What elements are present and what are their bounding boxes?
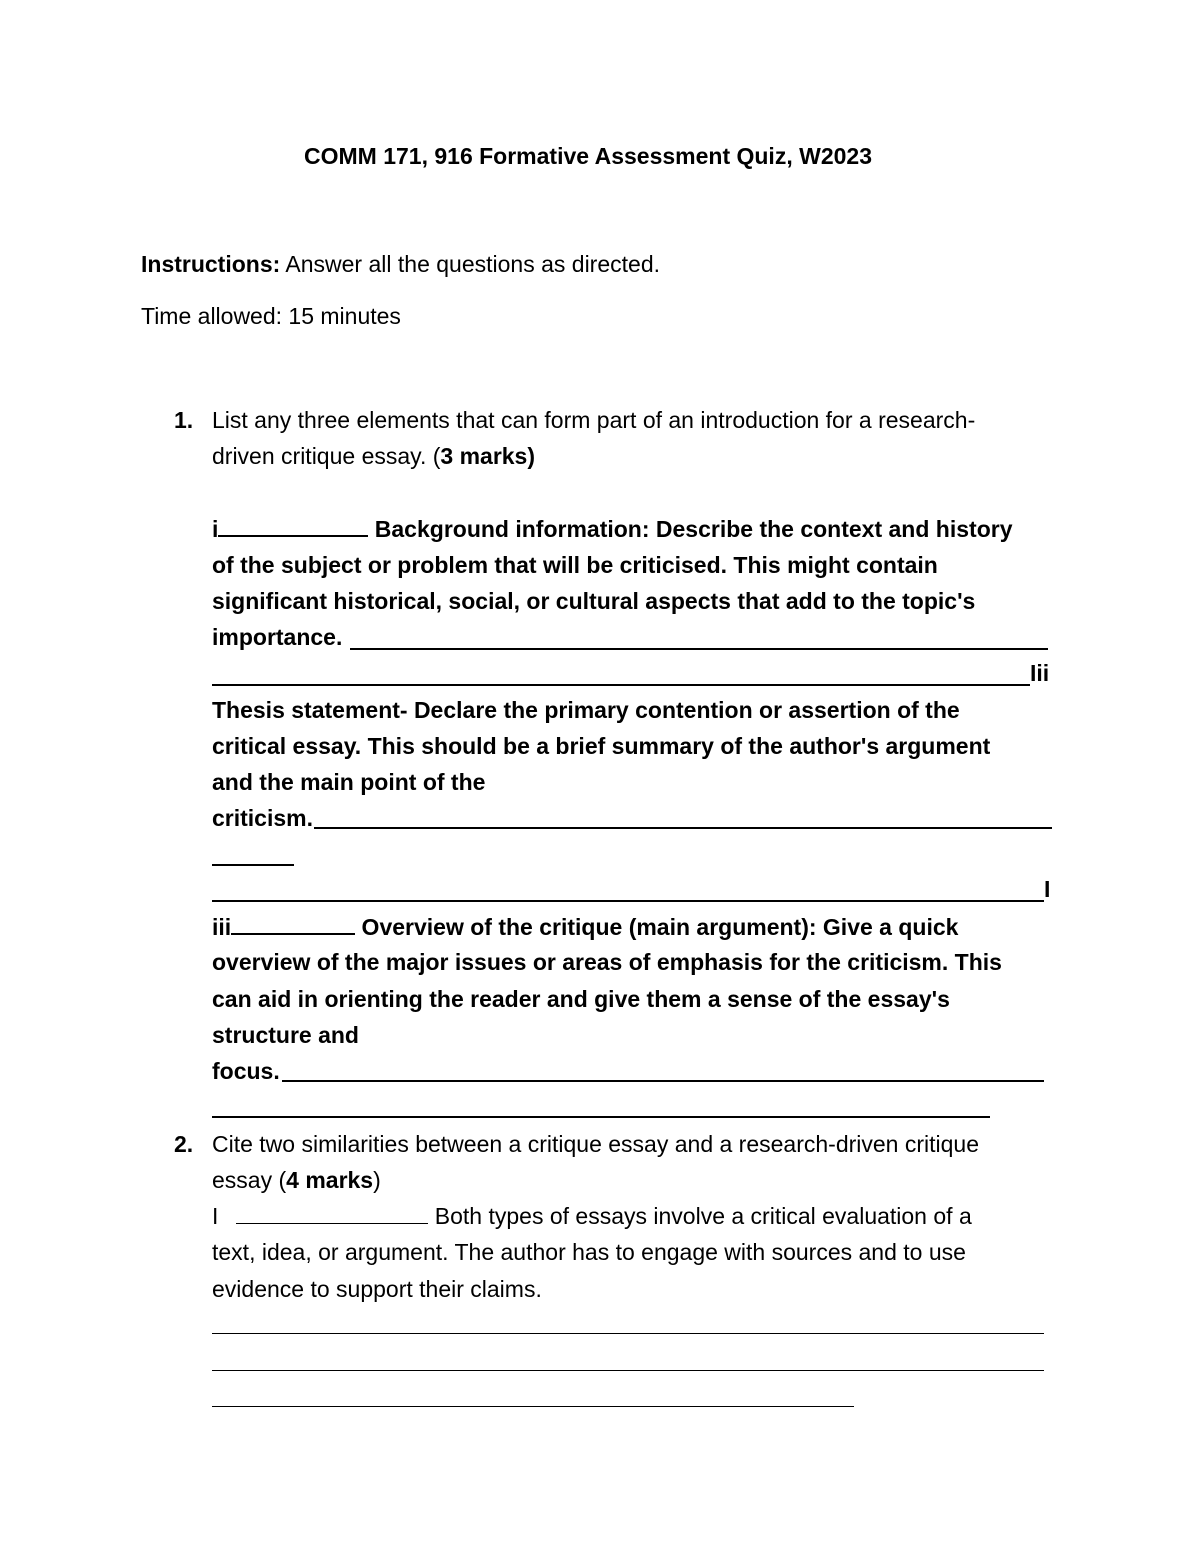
answer-2-i-marker: I (212, 1203, 219, 1229)
answer-blank[interactable] (231, 911, 355, 935)
answer-line[interactable] (282, 1080, 1044, 1082)
answer-1-ii-marker: Iii (1030, 660, 1050, 686)
answer-1-i-line4: importance. (212, 624, 343, 650)
answer-line[interactable] (350, 648, 1048, 650)
instructions-text: Answer all the questions as directed. (280, 251, 660, 277)
question-1-number: 1. (174, 407, 194, 433)
answer-1-ii-line1: Thesis statement- Declare the primary contention or assertion of the (212, 697, 960, 723)
question-2-number: 2. (174, 1131, 194, 1157)
time-allowed: Time allowed: 15 minutes (141, 303, 401, 329)
answer-line[interactable] (212, 1333, 1044, 1334)
answer-1-i-line3: significant historical, social, or cultural aspects that add to the topic's (212, 588, 976, 614)
answer-line[interactable] (314, 827, 1052, 829)
answer-1-ii-line2: critical essay. This should be a brief summary of the author's argument (212, 733, 991, 759)
instructions (141, 249, 660, 279)
answer-1-ii-line3: and the main point of the (212, 769, 486, 795)
question-2-marks: 4 marks (286, 1167, 374, 1193)
answer-line[interactable] (212, 900, 1044, 902)
answer-1-iii-marker: iii (212, 914, 232, 940)
instructions-label: Instructions: (141, 251, 281, 277)
answer-1-iii-line5: focus. (212, 1058, 280, 1084)
question-1-prompt-line2: driven critique essay. (3 marks) (212, 443, 536, 469)
question-2-prompt-line1: Cite two similarities between a critique essay and a research-driven critique (212, 1131, 980, 1157)
question-1-marks: 3 marks (440, 443, 528, 469)
answer-line[interactable] (212, 684, 1030, 686)
page-title: COMM 171, 916 Formative Assessment Quiz, W2023 (304, 143, 872, 169)
answer-1-iii-line3: can aid in orienting the reader and give them a sense of the essay's (212, 986, 950, 1012)
answer-1-iii-line4: structure and (212, 1022, 359, 1048)
question-2-prompt-line2: essay (4 marks) (212, 1167, 381, 1193)
answer-2-i-line2: text, idea, or argument. The author has to engage with sources and to use (212, 1239, 966, 1265)
answer-line[interactable] (212, 1370, 1044, 1371)
answer-1-iii-prefix-marker: I (1044, 876, 1051, 902)
answer-1-i-marker: i (212, 516, 219, 542)
question-1-prompt-line1: List any three elements that can form part of an introduction for a research- (212, 407, 976, 433)
answer-line[interactable] (212, 864, 294, 866)
answer-blank[interactable] (218, 513, 368, 537)
answer-line[interactable] (212, 1116, 990, 1118)
answer-blank[interactable] (236, 1201, 428, 1224)
answer-line[interactable] (212, 1406, 854, 1407)
answer-2-i-line3: evidence to support their claims. (212, 1276, 542, 1302)
answer-1-ii-line4: criticism. (212, 805, 313, 831)
answer-2-i-line1: I Both types of essays involve a critical evaluation of a (212, 1203, 972, 1229)
answer-1-iii-line1: iii Overview of the critique (main argument): Give a quick (212, 911, 958, 942)
answer-1-iii-line2: overview of the major issues or areas of emphasis for the criticism. This (212, 949, 1002, 975)
answer-1-i-line1: i Background information: Describe the context and history (212, 513, 1012, 544)
answer-1-i-line2: of the subject or problem that will be criticised. This might contain (212, 552, 938, 578)
